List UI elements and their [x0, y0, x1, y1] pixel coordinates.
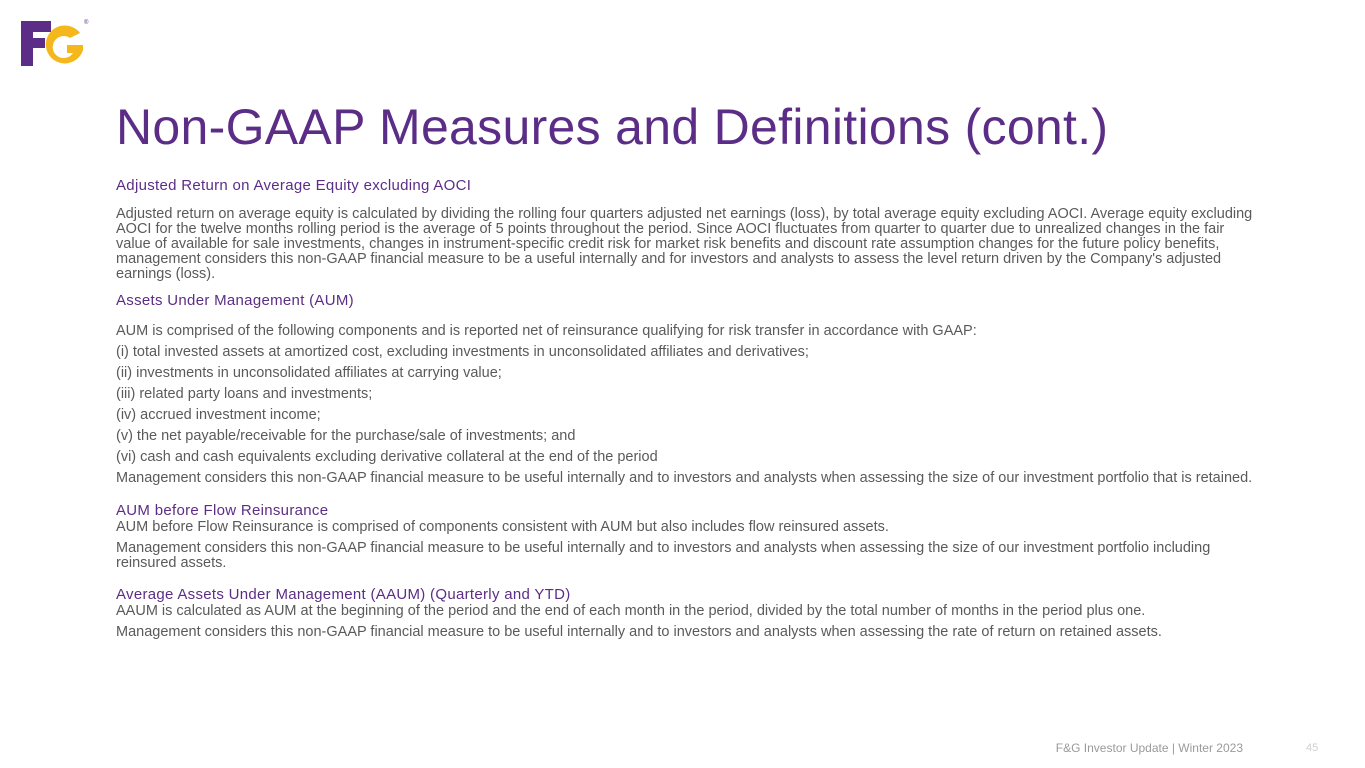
footer-text: F&G Investor Update | Winter 2023: [1055, 741, 1243, 755]
section-heading-aaum: Average Assets Under Management (AAUM) (Quarterly and YTD): [116, 586, 571, 603]
aum-component-item: (v) the net payable/receivable for the purchase/sale of investments; and: [116, 428, 576, 444]
aaum-management: Management considers this non-GAAP financial measure to be useful internally and to investors and analysts when assessing the rate of return on retained assets.: [116, 624, 1162, 640]
aum-intro: AUM is comprised of the following components and is reported net of reinsurance qualifying for risk transfer in accordance with GAAP:: [116, 323, 977, 339]
section-heading-aum: Assets Under Management (AUM): [116, 292, 354, 309]
aum-component-item: (vi) cash and cash equivalents excluding derivative collateral at the end of the period: [116, 449, 658, 465]
logo-f-mid-bar: [21, 38, 45, 48]
logo-f-top-bar: [21, 21, 51, 32]
page-title: Non-GAAP Measures and Definitions (cont.): [116, 99, 1109, 155]
adjusted-roe-definition: Adjusted return on average equity is calculated by dividing the rolling four quarters adjusted net earnings (loss), by total average equity excluding AOCI. Average equity excluding AOCI for the twelve months rolling period is the average of 5 points throughout the period. Since AOCI fluctuates from quarter to quarter due to unrealized changes in the fair value of available for sale investments, changes in instrument-specific credit risk for market risk benefits and discount rate assumption changes for the future policy benefits, management considers this non-GAAP financial measure to be a useful internally and for investors and analysts to assess the level return driven by the Company's adjusted earnings (loss).: [116, 206, 1253, 282]
registered-mark: ®: [84, 20, 89, 26]
section-heading-adjusted-roe: Adjusted Return on Average Equity excluding AOCI: [116, 177, 472, 194]
aum-components-list: [116, 344, 1256, 466]
aum-flow-management: Management considers this non-GAAP financial measure to be useful internally and to investors and analysts when assessing the size of our investment portfolio including reinsured assets.: [116, 540, 1211, 571]
page-number: 45: [1306, 742, 1319, 754]
section-heading-aum-before-flow: AUM before Flow Reinsurance: [116, 502, 329, 519]
aum-component-item: (i) total invested assets at amortized cost, excluding investments in unconsolidated affiliates and derivatives;: [116, 344, 809, 360]
aaum-definition: AAUM is calculated as AUM at the beginning of the period and the end of each month in the period, divided by the total number of months in the period plus one.: [116, 603, 1146, 619]
aum-component-item: (ii) investments in unconsolidated affiliates at carrying value;: [116, 365, 502, 381]
aum-closing: Management considers this non-GAAP financial measure to be useful internally and to investors and analysts when assessing the size of our investment portfolio that is retained.: [116, 470, 1253, 486]
aum-flow-definition: AUM before Flow Reinsurance is comprised of components consistent with AUM but also includes flow reinsured assets.: [116, 519, 889, 535]
definitions-content: [116, 176, 1256, 640]
aum-component-item: (iv) accrued investment income;: [116, 407, 321, 423]
fg-logo: [20, 17, 90, 67]
aum-component-item: (iii) related party loans and investments;: [116, 386, 373, 402]
